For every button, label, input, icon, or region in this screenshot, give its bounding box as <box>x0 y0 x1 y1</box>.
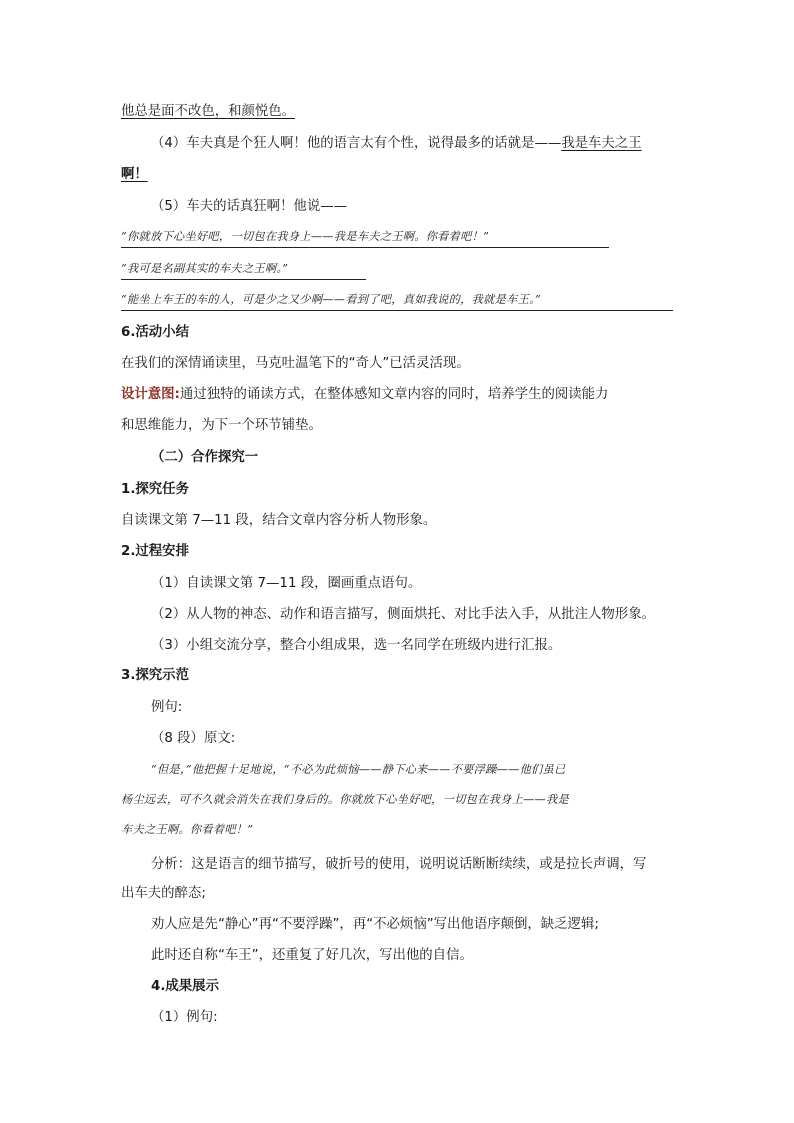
text-line: （1）自读课文第 7—11 段，圈画重点语句。 <box>151 576 422 591</box>
text-line: 例句: <box>151 700 183 715</box>
quote-line: “但是，”他把握十足地说，“不必为此烦恼——静下心来——不要浮躁——他们虽已 <box>151 763 566 776</box>
quote-line: “你就放下心坐好吧，一切包在我身上——我是车夫之王啊。你看着吧！” <box>121 230 490 243</box>
design-intent-line <box>121 385 608 405</box>
text-segment: （4）车夫真是个狂人啊！他的语言太有个性，说得最多的话就是—— <box>151 136 562 151</box>
text-segment: 通过独特的诵读方式，在整体感知文章内容的同时，培养学生的阅读能力 <box>179 387 609 402</box>
quote-line: “能坐上车王的车的人，可是少之又少啊——看到了吧，真如我说的，我就是车王。” <box>121 293 541 306</box>
section-heading: 4.成果展示 <box>151 979 219 994</box>
quote-line: 车夫之王啊。你看着吧！” <box>121 823 254 836</box>
section-heading: 6.活动小结 <box>121 325 189 340</box>
underline-rule <box>121 279 366 280</box>
text-line: 和思维能力，为下一个环节铺垫。 <box>121 418 322 433</box>
underline-rule <box>121 247 609 248</box>
text-line-item-4 <box>151 134 642 154</box>
text-line: （8 段）原文: <box>151 731 236 746</box>
text-line: 他总是面不改色，和颜悦色。 <box>121 104 296 119</box>
text-line: （1）例句: <box>151 1010 218 1025</box>
section-heading: 3.探究示范 <box>121 668 189 683</box>
text-line: （3）小组交流分享，整合小组成果，选一名同学在班级内进行汇报。 <box>151 638 562 653</box>
text-line: （2）从人物的神态、动作和语言描写，侧面烘托、对比手法入手，从批注人物形象。 <box>151 607 655 622</box>
text-line: 啊！ <box>121 167 148 182</box>
section-heading: 1.探究任务 <box>121 482 189 497</box>
section-heading: （二）合作探究一 <box>151 450 259 465</box>
text-line: 劝人应是先“静心”再“不要浮躁”，再“不必烦恼”写出他语序颠倒，缺乏逻辑; <box>151 917 599 932</box>
text-line: 分析：这是语言的细节描写，破折号的使用，说明说话断断续续，或是拉长声调，写 <box>151 857 647 872</box>
underline-rule <box>121 310 673 311</box>
quote-line: “我可是名副其实的车夫之王啊。” <box>121 262 289 275</box>
text-line: 自读课文第 7—11 段，结合文章内容分析人物形象。 <box>121 513 437 528</box>
design-intent-label: 设计意图: <box>121 387 180 402</box>
underlined-phrase: 我是车夫之王 <box>561 136 642 151</box>
text-line: 出车夫的醉态; <box>121 886 206 901</box>
text-line: 在我们的深情诵读里，马克吐温笔下的“奇人”已活灵活现。 <box>121 356 470 371</box>
quote-line: 杨尘远去，可不久就会消失在我们身后的。你就放下心坐好吧，一切包在我身上——我是 <box>121 793 570 806</box>
text-line-item-5: （5）车夫的话真狂啊！他说—— <box>151 199 347 214</box>
text-line: 此时还自称“车王”，还重复了好几次，写出他的自信。 <box>151 948 473 963</box>
section-heading: 2.过程安排 <box>121 544 189 559</box>
